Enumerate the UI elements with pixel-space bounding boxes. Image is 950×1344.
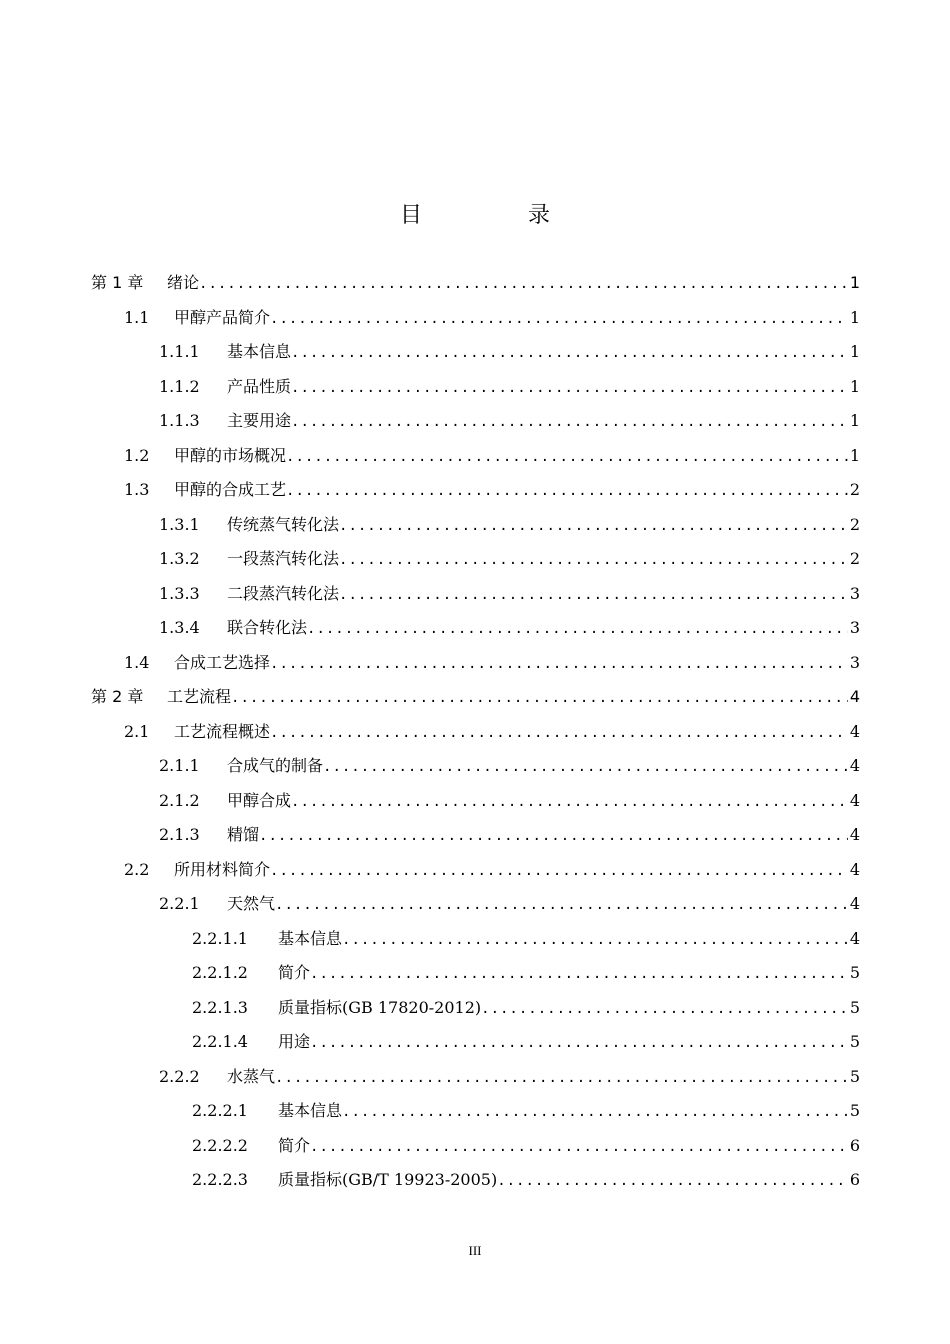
toc-entry-title: 甲醇的合成工艺 bbox=[174, 480, 287, 499]
toc-dot-leader bbox=[270, 718, 848, 748]
toc-entry-page: 5 bbox=[849, 1101, 860, 1120]
toc-entry-title: 质量指标(GB/T 19923-2005) bbox=[278, 1170, 498, 1189]
toc-entry[interactable] bbox=[124, 855, 860, 885]
toc-entry-page: 2 bbox=[849, 514, 860, 534]
toc-entry-page: 4 bbox=[849, 928, 860, 948]
toc-entry-page: 5 bbox=[849, 997, 860, 1017]
toc-entry-page: 2 bbox=[849, 549, 860, 568]
toc-entry[interactable] bbox=[192, 1165, 860, 1195]
toc-entry-page: 4 bbox=[849, 790, 860, 810]
toc-entry-page: 1 bbox=[849, 411, 860, 430]
toc-entry-number: 第 2 章 bbox=[91, 687, 144, 706]
toc-dot-leader bbox=[291, 373, 848, 403]
toc-dot-leader bbox=[342, 1097, 848, 1127]
toc-entry-page: 5 bbox=[849, 1032, 860, 1051]
toc-entry[interactable] bbox=[124, 648, 860, 678]
toc-entry-page: 1 bbox=[849, 342, 860, 361]
toc-dot-leader bbox=[339, 580, 848, 610]
toc-chapter-entry[interactable] bbox=[91, 682, 860, 712]
toc-entry-page: 6 bbox=[849, 1170, 860, 1189]
toc-dot-leader bbox=[310, 1028, 848, 1058]
toc-dot-leader bbox=[286, 442, 848, 472]
toc-entry[interactable] bbox=[159, 510, 860, 540]
toc-dot-leader bbox=[339, 511, 848, 541]
toc-entry[interactable] bbox=[124, 441, 860, 471]
toc-entry-title: 传统蒸气转化法 bbox=[227, 514, 340, 534]
toc-entry-number: 1.1 bbox=[124, 307, 150, 327]
toc-entry-title: 甲醇产品简介 bbox=[174, 307, 271, 327]
toc-entry-number: 2.2.2.2 bbox=[192, 1135, 248, 1155]
toc-entry-number: 2.2.1.2 bbox=[192, 963, 248, 982]
toc-entry-page: 3 bbox=[849, 618, 860, 637]
toc-entry[interactable] bbox=[159, 751, 860, 781]
toc-entry-title: 简介 bbox=[278, 1135, 311, 1155]
toc-entry-number: 1.1.1 bbox=[159, 342, 200, 361]
toc-entry-title: 基本信息 bbox=[278, 928, 343, 948]
toc-entry-title: 精馏 bbox=[227, 825, 260, 844]
toc-entry-page: 4 bbox=[849, 894, 860, 913]
toc-entry-page: 3 bbox=[849, 583, 860, 603]
toc-entry-number: 2.2.1 bbox=[159, 894, 200, 913]
toc-entry[interactable] bbox=[159, 613, 860, 643]
toc-entry-title: 甲醇的市场概况 bbox=[174, 445, 287, 465]
toc-entry-title: 工艺流程概述 bbox=[174, 721, 271, 741]
toc-entry-page: 4 bbox=[849, 825, 860, 844]
toc-entry-title: 甲醇合成 bbox=[227, 790, 292, 810]
toc-entry[interactable] bbox=[192, 924, 860, 954]
toc-entry-page: 5 bbox=[849, 963, 860, 982]
toc-entry-page: 1 bbox=[849, 445, 860, 465]
toc-entry-title: 合成工艺选择 bbox=[174, 652, 271, 672]
toc-entry-number: 2.2.2 bbox=[159, 1066, 200, 1086]
toc-dot-leader bbox=[259, 821, 848, 851]
toc-entry-title: 联合转化法 bbox=[227, 618, 308, 637]
toc-entry-number: 2.1 bbox=[124, 721, 150, 741]
toc-entry-number: 1.3.2 bbox=[159, 549, 200, 568]
toc-entry[interactable] bbox=[159, 889, 860, 919]
toc-entry-title: 基本信息 bbox=[278, 1101, 343, 1120]
toc-entry[interactable] bbox=[159, 1062, 860, 1092]
toc-entry[interactable] bbox=[192, 1096, 860, 1126]
toc-dot-leader bbox=[291, 407, 848, 437]
toc-entry-title: 合成气的制备 bbox=[227, 756, 324, 775]
toc-entry-number: 1.2 bbox=[124, 445, 150, 465]
toc-entry-page: 4 bbox=[849, 687, 860, 706]
toc-dot-leader bbox=[481, 994, 848, 1024]
toc-entry-number: 2.2 bbox=[124, 859, 150, 879]
toc-dot-leader bbox=[231, 683, 848, 713]
toc-entry-number: 1.3.1 bbox=[159, 514, 200, 534]
toc-dot-leader bbox=[497, 1166, 848, 1196]
toc-entry[interactable] bbox=[159, 820, 860, 850]
toc-entry[interactable] bbox=[192, 993, 860, 1023]
toc-entry-page: 6 bbox=[849, 1135, 860, 1155]
toc-entry[interactable] bbox=[159, 579, 860, 609]
toc-entry-title: 水蒸气 bbox=[227, 1066, 276, 1086]
toc-entry[interactable] bbox=[159, 337, 860, 367]
toc-entry-number: 1.4 bbox=[124, 652, 150, 672]
toc-entry-page: 5 bbox=[849, 1066, 860, 1086]
toc-entry-title: 天然气 bbox=[227, 894, 276, 913]
toc-entry[interactable] bbox=[159, 544, 860, 574]
toc-entry-page: 4 bbox=[849, 756, 860, 775]
toc-entry-number: 2.2.1.4 bbox=[192, 1032, 248, 1051]
toc-entry-page: 1 bbox=[849, 307, 860, 327]
toc-entry[interactable] bbox=[124, 475, 860, 505]
toc-entry-title: 一段蒸汽转化法 bbox=[227, 549, 340, 568]
toc-entry-title: 绪论 bbox=[167, 273, 200, 292]
toc-entry-number: 第 1 章 bbox=[91, 273, 144, 292]
toc-dot-leader bbox=[291, 338, 848, 368]
toc-entry-number: 2.1.2 bbox=[159, 790, 200, 810]
toc-dot-leader bbox=[270, 649, 848, 679]
toc-dot-leader bbox=[310, 1132, 848, 1162]
page-number: III bbox=[468, 1243, 482, 1258]
toc-entry-number: 1.1.3 bbox=[159, 411, 200, 430]
toc-entry[interactable] bbox=[124, 303, 860, 333]
toc-entry-page: 4 bbox=[849, 859, 860, 879]
toc-entry-number: 1.3.4 bbox=[159, 618, 200, 637]
toc-dot-leader bbox=[275, 1063, 848, 1093]
toc-entry-number: 1.1.2 bbox=[159, 376, 200, 396]
toc-entry-page: 2 bbox=[849, 480, 860, 499]
toc-entry-title: 简介 bbox=[278, 963, 311, 982]
toc-entry-title: 用途 bbox=[278, 1032, 311, 1051]
toc-entry-number: 2.1.1 bbox=[159, 756, 200, 775]
toc-entry[interactable] bbox=[192, 1131, 860, 1161]
toc-entry-number: 1.3.3 bbox=[159, 583, 200, 603]
toc-dot-leader bbox=[270, 856, 848, 886]
toc-entry-page: 1 bbox=[849, 273, 860, 292]
toc-chapter-entry[interactable] bbox=[91, 268, 860, 298]
toc-entry-title: 所用材料简介 bbox=[174, 859, 271, 879]
toc-entry-title: 基本信息 bbox=[227, 342, 292, 361]
toc-dot-leader bbox=[270, 304, 848, 334]
toc-dot-leader bbox=[307, 614, 848, 644]
toc-entry-title: 产品性质 bbox=[227, 376, 292, 396]
toc-entry-number: 2.2.1.3 bbox=[192, 997, 248, 1017]
toc-dot-leader bbox=[275, 890, 848, 920]
toc-dot-leader bbox=[199, 269, 848, 299]
toc-entry[interactable] bbox=[192, 958, 860, 988]
page-title: 目 录 bbox=[399, 203, 592, 228]
toc-entry[interactable] bbox=[192, 1027, 860, 1057]
toc-entry-number: 2.2.1.1 bbox=[192, 928, 248, 948]
toc-entry-page: 1 bbox=[849, 376, 860, 396]
toc-entry-title: 二段蒸汽转化法 bbox=[227, 583, 340, 603]
toc-entry[interactable] bbox=[159, 406, 860, 436]
toc-entry[interactable] bbox=[159, 372, 860, 402]
toc-entry[interactable] bbox=[159, 786, 860, 816]
toc-dot-leader bbox=[339, 545, 848, 575]
toc-entry-number: 1.3 bbox=[124, 480, 150, 499]
toc-dot-leader bbox=[342, 925, 848, 955]
toc-entry-title: 工艺流程 bbox=[167, 687, 232, 706]
toc-entry-number: 2.1.3 bbox=[159, 825, 200, 844]
toc-entry-number: 2.2.2.3 bbox=[192, 1170, 248, 1189]
toc-entry-number: 2.2.2.1 bbox=[192, 1101, 248, 1120]
toc-entry-page: 3 bbox=[849, 652, 860, 672]
toc-entry-title: 主要用途 bbox=[227, 411, 292, 430]
toc-entry[interactable] bbox=[124, 717, 860, 747]
toc-dot-leader bbox=[286, 476, 848, 506]
toc-dot-leader bbox=[310, 959, 848, 989]
toc-entry-title: 质量指标(GB 17820-2012) bbox=[278, 997, 482, 1017]
toc-dot-leader bbox=[291, 787, 848, 817]
toc-entry-page: 4 bbox=[849, 721, 860, 741]
toc-dot-leader bbox=[323, 752, 848, 782]
